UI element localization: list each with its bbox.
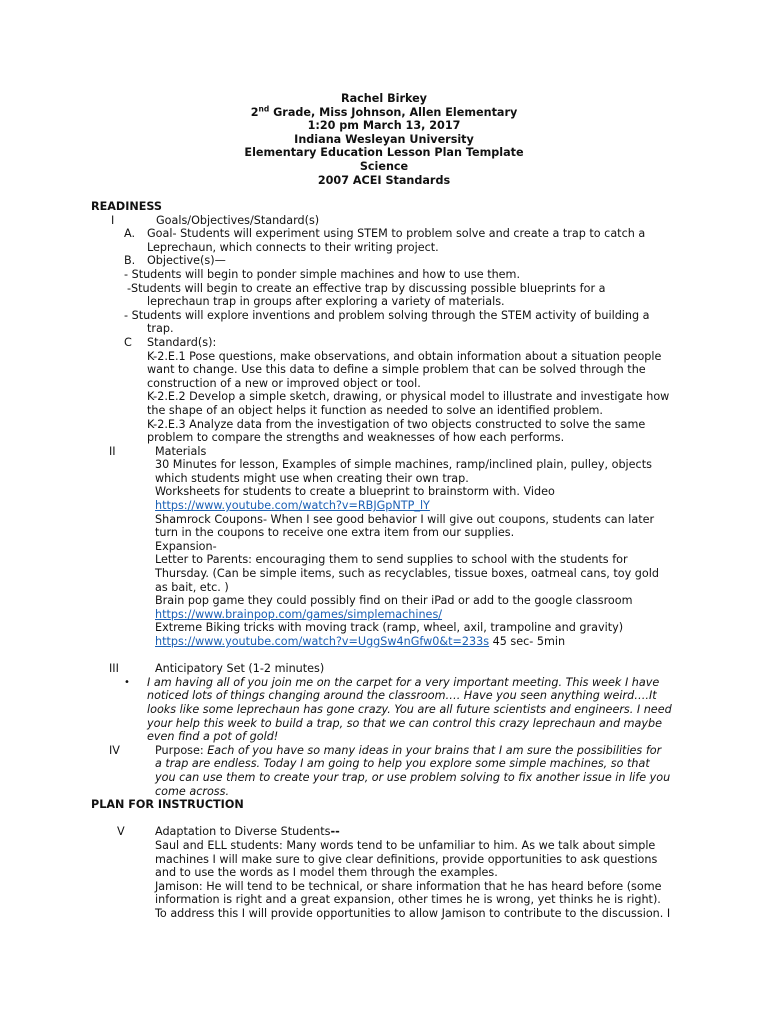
objective-2-line-1 — [91, 282, 691, 296]
spacer — [91, 649, 691, 663]
objective-heading — [91, 254, 691, 268]
standard-text: K-2.E.3 Analyze data from the investigation of two objects constructed to solve the same — [147, 417, 646, 431]
materials-text: turn in the coupons to receive one extra item from our supplies. — [155, 526, 515, 540]
goal-marker: A. — [124, 227, 136, 241]
anticipatory-line — [91, 689, 691, 703]
anticipatory-line — [91, 703, 691, 717]
adaptation-line — [91, 866, 691, 880]
section-2-numeral: II — [109, 444, 116, 458]
anticipatory-line — [91, 676, 691, 690]
standard-text: K-2.E.1 Pose questions, make observations, and obtain information about a situation people — [147, 349, 662, 363]
youtube-video-link[interactable]: https://www.youtube.com/watch?v=RBJGpNTP_lY — [155, 499, 430, 513]
standard-line — [91, 404, 691, 418]
adaptation-text: To address this I will provide opportunities to allow Jamison to contribute to the discussion. I — [155, 906, 671, 920]
materials-text: Worksheets for students to create a blueprint to brainstorm with. Video — [155, 485, 555, 499]
purpose-first-line — [155, 744, 661, 758]
readiness-heading: READINESS — [91, 200, 162, 213]
materials-line — [91, 499, 691, 513]
section-1-heading — [91, 214, 691, 228]
materials-text: Extreme Biking tricks with moving track (ramp, wheel, axil, trampoline and gravity) — [155, 621, 624, 635]
adaptation-text: information is right and a great expansion, other times he is wrong, yet thinks he is right). — [155, 893, 661, 907]
section-3-title: Anticipatory Set (1-2 minutes) — [155, 662, 325, 676]
adaptation-line — [91, 907, 691, 921]
standard-text: the shape of an object helps it function as needed to solve an identified problem. — [147, 403, 603, 417]
objective-1-text: - Students will begin to ponder simple machines and how to use them. — [124, 267, 521, 281]
standard-text: K-2.E.2 Develop a simple sketch, drawing, or physical model to illustrate and investigate how — [147, 390, 670, 404]
section-5-title-suffix: -- — [330, 825, 340, 839]
materials-text: as bait, etc. ) — [155, 580, 229, 594]
section-3-heading — [91, 662, 691, 676]
grade-rest: Grade, Miss Johnson, Allen Elementary — [269, 105, 518, 119]
brainpop-link[interactable]: https://www.brainpop.com/games/simplemachines/ — [155, 607, 443, 621]
standard-line — [91, 431, 691, 445]
objective-2-text-2: leprechaun trap in groups after exploring a variety of materials. — [147, 295, 505, 309]
anticipatory-line — [91, 717, 691, 731]
plan-heading: PLAN FOR INSTRUCTION — [91, 798, 244, 812]
materials-line — [91, 621, 691, 635]
purpose-text: a trap are endless. Today I am going to help you explore some simple machines, so that — [155, 757, 650, 771]
purpose-text: you can use them to create your trap, or use problem solving to fix another issue in life you — [155, 770, 671, 784]
materials-line — [91, 594, 691, 608]
purpose-text: come across. — [155, 784, 229, 798]
materials-line — [91, 635, 691, 649]
materials-line — [91, 526, 691, 540]
purpose-text: Each of you have so many ideas in your brains that I am sure the possibilities for — [207, 743, 662, 757]
objective-3-text-1: - Students will explore inventions and problem solving through the STEM activity of building a — [124, 308, 650, 322]
grade-line — [0, 103, 768, 120]
materials-text: which students might use when creating their own trap. — [155, 471, 469, 485]
template-title: Elementary Education Lesson Plan Template — [244, 146, 524, 160]
grade-suffix: nd — [258, 103, 270, 113]
materials-text: Shamrock Coupons- When I see good behavior I will give out coupons, students can later — [155, 512, 655, 526]
document-body — [91, 200, 691, 920]
author-name: Rachel Birkey — [341, 92, 427, 105]
section-5-title-wrap — [155, 825, 340, 839]
anticipatory-text: I am having all of you join me on the carpet for a very important meeting. This week I have — [147, 675, 660, 689]
biking-link-line — [155, 635, 565, 649]
purpose-line — [91, 785, 691, 799]
materials-line — [91, 567, 691, 581]
section-1-title: Goals/Objectives/Standard(s) — [156, 213, 320, 227]
materials-text: Brain pop game they could possibly find on their iPad or add to the google classroom — [155, 594, 633, 608]
objective-3-line-2 — [91, 322, 691, 336]
section-4-numeral: IV — [109, 743, 120, 757]
objective-3-line-1 — [91, 309, 691, 323]
spacer — [91, 812, 691, 826]
adaptation-line — [91, 839, 691, 853]
subject-name: Science — [359, 159, 409, 173]
objective-2-line-2 — [91, 295, 691, 309]
standard-line — [91, 363, 691, 377]
materials-line — [91, 608, 691, 622]
section-5-numeral: V — [117, 825, 125, 839]
materials-line — [91, 485, 691, 499]
standards-label: Standard(s): — [147, 335, 217, 349]
standard-line — [91, 418, 691, 432]
materials-text: Expansion- — [155, 539, 217, 553]
section-1-numeral: I — [111, 213, 115, 227]
section-2-title: Materials — [155, 444, 207, 458]
section-2-heading — [91, 445, 691, 459]
objective-title: Objective(s)— — [147, 254, 226, 268]
standard-text: want to change. Use this data to define a simple problem that can be solved through the — [147, 363, 646, 377]
adaptation-text: Jamison: He will tend to be technical, or share information that he has heard before (some — [155, 879, 662, 893]
goal-line-2 — [91, 241, 691, 255]
anticipatory-text: looks like some leprechaun has gone crazy. You are all future scientists and engineers. I need — [147, 702, 672, 716]
adaptation-line — [91, 853, 691, 867]
section-5-title: Adaptation to Diverse Students — [155, 825, 331, 839]
objective-1 — [91, 268, 691, 282]
goal-text-2: Leprechaun, which connects to their writing project. — [147, 240, 439, 254]
purpose-line — [91, 771, 691, 785]
adaptation-text: machines I will make sure to give clear definitions, provide opportunities to ask questions — [155, 852, 658, 866]
adaptation-line — [91, 880, 691, 894]
standards-heading — [91, 336, 691, 350]
materials-line — [91, 540, 691, 554]
standards-title: 2007 ACEI Standards — [317, 173, 451, 187]
objective-2-text-1: -Students will begin to create an effective trap by discussing possible blueprints for a — [127, 281, 606, 295]
materials-text: 30 Minutes for lesson, Examples of simple machines, ramp/inclined plain, pulley, objects — [155, 458, 652, 472]
goal-text-1: Goal- Students will experiment using STEM to problem solve and create a trap to catch a — [147, 227, 646, 241]
materials-text: Thursday. (Can be simple items, such as recyclables, tissue boxes, oatmeal cans, toy gold — [155, 567, 659, 581]
anticipatory-text: your help this week to build a trap, so that we can control this crazy leprechaun and maybe — [147, 716, 663, 730]
standard-line — [91, 350, 691, 364]
standard-line — [91, 377, 691, 391]
date-time: 1:20 pm March 13, 2017 — [307, 119, 461, 133]
materials-line — [91, 458, 691, 472]
anticipatory-line — [91, 730, 691, 744]
anticipatory-text: noticed lots of things changing around the classroom…. Have you seen anything weird….It — [147, 689, 657, 703]
materials-line — [91, 513, 691, 527]
section-5-heading — [91, 825, 691, 839]
document-header — [0, 92, 768, 187]
objective-marker: B. — [124, 254, 136, 268]
section-4-heading — [91, 744, 691, 758]
standard-line — [91, 390, 691, 404]
materials-line — [91, 581, 691, 595]
standard-text: construction of a new or improved object or tool. — [147, 376, 421, 390]
university-name: Indiana Wesleyan University — [294, 132, 474, 146]
anticipatory-text: even find a pot of gold! — [147, 730, 279, 744]
standards-marker: C — [124, 335, 132, 349]
materials-text: Letter to Parents: encouraging them to send supplies to school with the students for — [155, 553, 628, 567]
grade-number: 2 — [250, 105, 259, 119]
adaptation-line — [91, 893, 691, 907]
materials-line — [91, 472, 691, 486]
purpose-line — [91, 757, 691, 771]
biking-video-link[interactable]: https://www.youtube.com/watch?v=UggSw4nGfw0&t=233s — [155, 635, 490, 648]
materials-line — [91, 553, 691, 567]
adaptation-text: Saul and ELL students: Many words tend to be unfamiliar to him. As we talk about simple — [155, 838, 656, 852]
adaptation-text: and to use the words as I model them through the examples. — [155, 866, 498, 880]
bullet-icon: • — [124, 676, 130, 688]
section-3-numeral: III — [109, 662, 119, 676]
goal-line-1 — [91, 227, 691, 241]
purpose-label: Purpose: — [155, 743, 208, 757]
standard-text: problem to compare the strengths and weaknesses of how each performs. — [147, 431, 565, 445]
objective-3-text-2: trap. — [147, 322, 174, 336]
biking-duration: 45 sec- 5min — [489, 635, 566, 648]
